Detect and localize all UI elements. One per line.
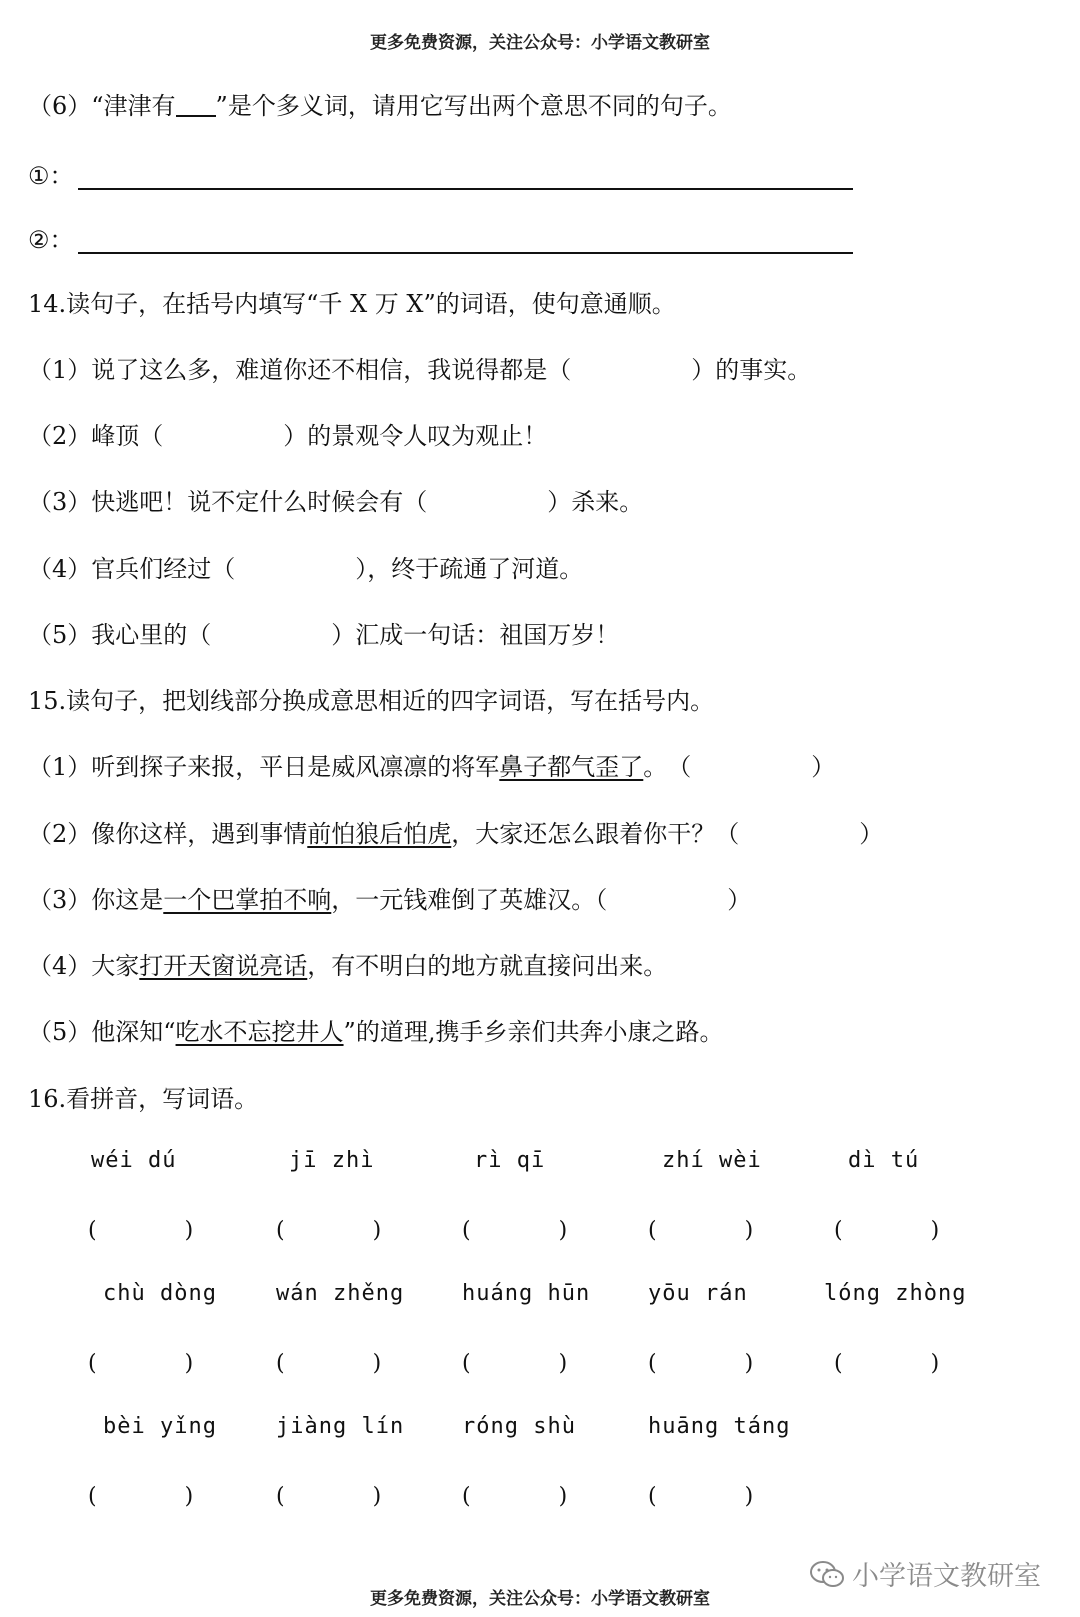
q14-item: （5）我心里的（ ）汇成一句话：祖国万岁！ bbox=[28, 621, 620, 649]
answer-box: ( ) bbox=[648, 1484, 754, 1509]
pinyin-label: wán zhěng bbox=[276, 1281, 405, 1306]
pinyin-label: huáng hūn bbox=[462, 1281, 591, 1306]
pinyin-label: jiàng lín bbox=[276, 1414, 405, 1439]
q14-item: （1）说了这么多，难道你还不相信，我说得都是（ ）的事实。 bbox=[28, 356, 812, 384]
answer-box: ( ) bbox=[648, 1351, 754, 1376]
q14-title: 14.读句子，在括号内填写“千 X 万 X”的词语，使句意通顺。 bbox=[28, 290, 676, 318]
pinyin-label: wéi dú bbox=[91, 1148, 177, 1173]
pinyin-label: róng shù bbox=[462, 1414, 576, 1439]
q15-text: （5）他深知“ bbox=[28, 1018, 176, 1046]
q14-item: （3）快逃吧！说不定什么时候会有（ ）杀来。 bbox=[28, 488, 644, 516]
pinyin-label: jī zhì bbox=[289, 1148, 375, 1173]
pinyin-label: chù dòng bbox=[103, 1281, 217, 1306]
fill-blank bbox=[176, 91, 216, 117]
answer-box: ( ) bbox=[462, 1351, 568, 1376]
answer-rule bbox=[78, 252, 853, 254]
q15-text: ，大家还怎么跟着你干？（ ） bbox=[451, 820, 884, 848]
q15-underlined-phrase: 鼻子都气歪了 bbox=[499, 753, 644, 781]
answer-box: ( ) bbox=[88, 1218, 194, 1243]
q15-text: ，一元钱难倒了英雄汉。（ ） bbox=[331, 886, 752, 914]
answer-line-1 bbox=[28, 156, 853, 191]
answer-rule bbox=[78, 188, 853, 190]
q15-text: （1）听到探子来报，平日是威风凛凛的将军 bbox=[28, 753, 500, 781]
answer-box: ( ) bbox=[462, 1484, 568, 1509]
page-footer: 更多免费资源，关注公众号：小学语文教研室 bbox=[370, 1589, 710, 1609]
q15-item bbox=[28, 880, 751, 915]
q15-underlined-phrase: 一个巴掌拍不响 bbox=[163, 886, 332, 914]
q14-item: （2）峰顶（ ）的景观令人叹为观止！ bbox=[28, 422, 548, 450]
q13-6-before: （6）“津津有 bbox=[28, 92, 176, 120]
answer-line-label: ②： bbox=[28, 226, 74, 254]
q15-text: ”的道理,携手乡亲们共奔小康之路。 bbox=[343, 1018, 724, 1046]
q15-text: ，有不明白的地方就直接问出来。 bbox=[307, 952, 668, 980]
pinyin-label: dì tú bbox=[848, 1148, 920, 1173]
answer-box: ( ) bbox=[276, 1484, 382, 1509]
q15-item bbox=[28, 814, 883, 849]
pinyin-label: yōu rán bbox=[648, 1281, 748, 1306]
q13-6-after: ”是个多义词，请用它写出两个意思不同的句子。 bbox=[215, 92, 732, 120]
answer-box: ( ) bbox=[462, 1218, 568, 1243]
pinyin-label: rì qī bbox=[474, 1148, 546, 1173]
q15-underlined-phrase: 吃水不忘挖井人 bbox=[175, 1018, 344, 1046]
q15-underlined-phrase: 前怕狼后怕虎 bbox=[307, 820, 452, 848]
pinyin-label: bèi yǐng bbox=[103, 1414, 217, 1439]
answer-box: ( ) bbox=[276, 1351, 382, 1376]
q16-title: 16.看拼音，写词语。 bbox=[28, 1085, 259, 1113]
q15-item bbox=[28, 946, 667, 981]
answer-box: ( ) bbox=[834, 1351, 940, 1376]
watermark-text: 小学语文教研室 bbox=[852, 1561, 1041, 1592]
q13-6-prompt bbox=[28, 86, 732, 121]
q15-item bbox=[28, 1012, 723, 1047]
q15-text: （3）你这是 bbox=[28, 886, 164, 914]
pinyin-label: lóng zhòng bbox=[824, 1281, 967, 1306]
answer-box: ( ) bbox=[834, 1218, 940, 1243]
q15-title: 15.读句子，把划线部分换成意思相近的四字词语，写在括号内。 bbox=[28, 687, 715, 715]
pinyin-label: zhí wèi bbox=[662, 1148, 762, 1173]
answer-box: ( ) bbox=[88, 1351, 194, 1376]
q14-item: （4）官兵们经过（ ），终于疏通了河道。 bbox=[28, 555, 584, 583]
q15-text: （2）像你这样，遇到事情 bbox=[28, 820, 308, 848]
answer-line-2 bbox=[28, 220, 853, 255]
q15-text: （4）大家 bbox=[28, 952, 140, 980]
answer-line-label: ①： bbox=[28, 162, 74, 190]
answer-box: ( ) bbox=[276, 1218, 382, 1243]
page-header: 更多免费资源，关注公众号：小学语文教研室 bbox=[370, 33, 710, 53]
answer-box: ( ) bbox=[648, 1218, 754, 1243]
answer-box: ( ) bbox=[88, 1484, 194, 1509]
pinyin-label: huāng táng bbox=[648, 1414, 791, 1439]
q15-text: 。 （ ） bbox=[643, 753, 836, 781]
q15-underlined-phrase: 打开天窗说亮话 bbox=[139, 952, 308, 980]
q15-item bbox=[28, 747, 835, 782]
